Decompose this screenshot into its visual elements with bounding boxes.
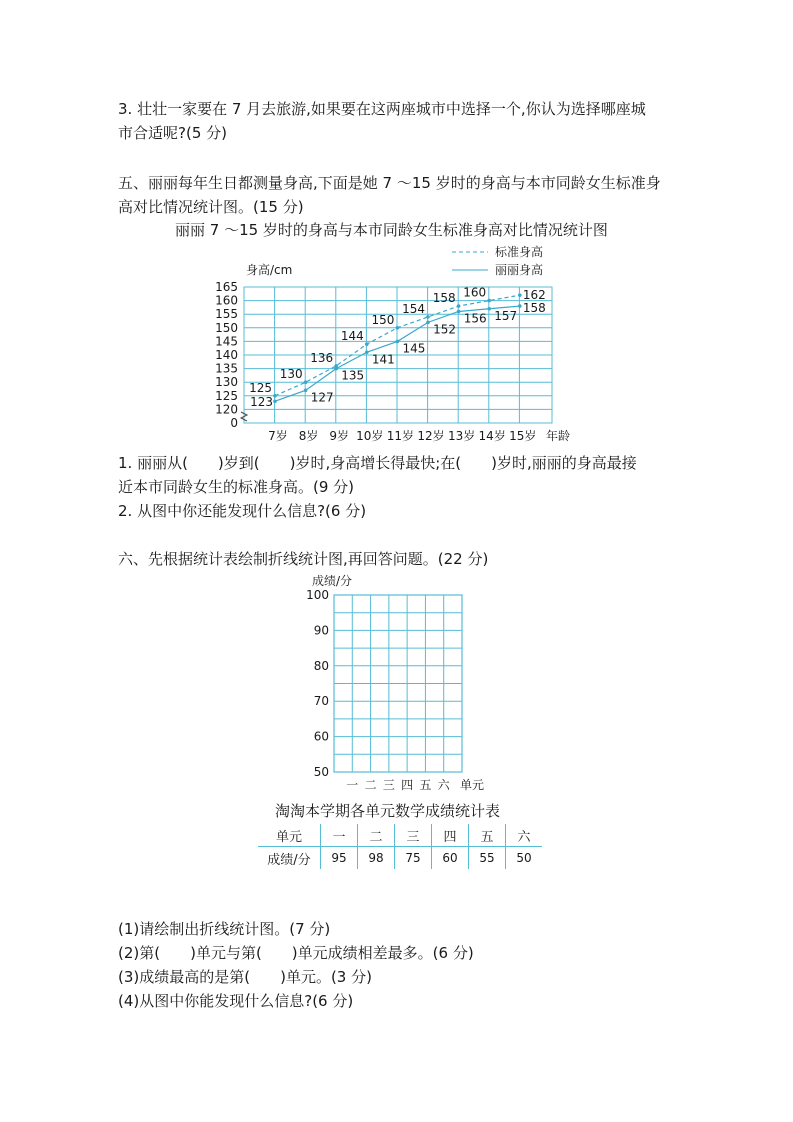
table-cell: 四	[432, 824, 469, 847]
chart1-x-tick-label: 12岁	[417, 429, 445, 443]
chart1-y-ticks	[215, 280, 238, 430]
chart1-y-tick-label: 145	[215, 334, 238, 349]
chart1-data-label: 144	[340, 329, 364, 344]
chart2-y-tick-label: 80	[313, 658, 329, 673]
chart1-data-label: 156	[463, 311, 487, 326]
table-row	[258, 824, 542, 847]
lili-height-point	[304, 389, 308, 393]
chart1-ylabel: 身高/cm	[246, 263, 293, 277]
chart1-x-tick-label: 8岁	[298, 429, 319, 443]
table-cell: 五	[469, 824, 506, 847]
chart1-data-label: 130	[279, 367, 303, 382]
chart1-axis-break-icon	[241, 412, 247, 421]
chart1-x-tick-label: 11岁	[386, 429, 415, 443]
chart2-grid	[334, 595, 462, 772]
table-cell: 一	[321, 824, 358, 847]
chart2-x-tick-label: 四	[401, 778, 414, 792]
chart1-data-label: 127	[310, 390, 334, 405]
lili-height-point	[457, 310, 461, 314]
chart1-data-label: 157	[494, 308, 518, 323]
s6-q3: (3)成绩最高的是第( )单元。(3 分)	[118, 968, 372, 986]
chart1-data-label: 135	[341, 368, 365, 383]
chart2-frame	[334, 595, 462, 772]
chart1-x-tick-label: 15岁	[509, 429, 537, 443]
q3-line2: 市合适呢?(5 分)	[118, 124, 227, 142]
standard-height-point	[518, 293, 522, 297]
table-cell: 三	[395, 824, 432, 847]
table-cell: 55	[469, 847, 506, 870]
standard-height-line	[275, 295, 520, 396]
chart2-y-tick-label: 60	[313, 729, 329, 744]
standard-height-point	[396, 326, 400, 330]
standard-height-point	[365, 342, 369, 346]
chart1-data-label: 123	[250, 395, 273, 410]
chart1-y-tick-label: 125	[215, 388, 238, 403]
q3-line1: 3. 壮壮一家要在 7 月去旅游,如果要在这两座城市中选择一个,你认为选择哪座城	[118, 100, 646, 118]
chart1-y-tick-label: 135	[215, 361, 238, 376]
chart1-data-label: 145	[402, 341, 426, 356]
chart2-ylabel: 成绩/分	[312, 574, 353, 588]
chart1-x-tick-label: 13岁	[447, 429, 476, 443]
chart1-data-label: 136	[310, 350, 334, 365]
table-title: 淘淘本学期各单元数学成绩统计表	[275, 802, 501, 820]
table-header-score: 成绩/分	[267, 852, 311, 868]
chart1-y-tick-label: 165	[215, 280, 238, 294]
standard-height-point	[426, 315, 430, 319]
table-header-unit: 单元	[258, 824, 321, 847]
s6-q2: (2)第( )单元与第( )单元成绩相差最多。(6 分)	[118, 944, 474, 962]
chart2-y-tick-label: 50	[313, 765, 329, 779]
chart2-x-tick-label: 二	[364, 778, 377, 792]
chart1-x-tick-label: 10岁	[356, 429, 384, 443]
chart1-y-tick-label: 0	[230, 416, 238, 430]
table-cell: 95	[321, 847, 358, 870]
chart2-y-ticks	[306, 588, 329, 779]
chart1-data-label: 141	[371, 352, 395, 367]
s6-q4: (4)从图中你能发现什么信息?(6 分)	[118, 992, 354, 1010]
chart1-xlabel: 年龄	[546, 429, 571, 443]
s5-q2: 2. 从图中你还能发现什么信息?(6 分)	[118, 502, 367, 520]
chart1-y-tick-label: 140	[215, 348, 238, 362]
s6-q1: (1)请绘制出折线统计图。(7 分)	[118, 920, 331, 938]
chart1-data-label: 150	[371, 312, 395, 327]
chart1-frame	[244, 287, 552, 423]
s6-title: 六、先根据统计表绘制折线统计图,再回答问题。(22 分)	[118, 550, 489, 568]
chart1-data-label: 125	[249, 380, 272, 395]
chart2-y-tick-label: 100	[306, 588, 329, 602]
chart1-series	[273, 293, 521, 403]
chart2-xlabel: 单元	[460, 778, 485, 792]
chart1-y-tick-label: 155	[215, 307, 238, 322]
s5-q1-line2: 近本市同龄女生的标准身高。(9 分)	[118, 478, 355, 496]
s5-line2: 高对比情况统计图。(15 分)	[118, 198, 304, 216]
chart1-data-label: 152	[433, 322, 456, 337]
standard-height-point	[273, 394, 277, 398]
chart1-grid	[241, 287, 552, 423]
chart2-x-tick-label: 三	[382, 778, 395, 792]
chart1-x-tick-label: 7岁	[268, 429, 288, 443]
table-cell: 98	[358, 847, 395, 870]
table-cell: 60	[432, 847, 469, 870]
chart1-data-label: 162	[522, 288, 546, 303]
standard-height-point	[334, 364, 338, 368]
standard-height-point	[457, 304, 461, 308]
chart1-y-tick-label: 120	[215, 402, 238, 417]
chart1-data-label: 154	[402, 301, 425, 316]
lili-height-point	[518, 304, 522, 308]
chart1-y-tick-label: 130	[215, 375, 238, 390]
chart2-x-tick-label: 一	[346, 778, 359, 792]
lili-height-point	[334, 367, 338, 371]
lili-height-point	[426, 321, 430, 325]
chart1-y-tick-label: 160	[215, 293, 238, 308]
legend-standard-label: 标准身高	[495, 245, 544, 259]
lili-height-point	[487, 307, 491, 311]
table-row	[258, 847, 542, 870]
table-cell: 二	[358, 824, 395, 847]
chart1-y-tick-label: 150	[215, 320, 238, 335]
lili-height-point	[365, 350, 369, 354]
chart1-x-tick-label: 9岁	[329, 429, 350, 443]
chart1-data-labels	[249, 286, 546, 410]
standard-height-point	[487, 299, 491, 303]
lili-height-line	[275, 306, 520, 401]
chart1-data-label: 158	[522, 301, 546, 316]
lili-height-point	[273, 399, 277, 403]
chart2-x-tick-label: 六	[437, 778, 450, 792]
chart1-title: 丽丽 7 ～15 岁时的身高与本市同龄女生标准身高对比情况统计图	[175, 221, 608, 239]
s5-q1-line1: 1. 丽丽从( )岁到( )岁时,身高增长得最快;在( )岁时,丽丽的身高最接	[118, 454, 637, 472]
lili-height-point	[396, 340, 400, 344]
chart2-y-tick-label: 70	[313, 694, 329, 709]
chart2-y-tick-label: 90	[313, 623, 329, 638]
chart1-x-tick-label: 14岁	[478, 429, 506, 443]
chart1-legend	[452, 244, 543, 277]
chart1-data-label: 160	[463, 285, 487, 300]
s5-line1: 五、丽丽每年生日都测量身高,下面是她 7 ～15 岁时的身高与本市同龄女生标准身	[118, 174, 661, 192]
table-cell: 六	[506, 824, 543, 847]
chart2-x-ticks	[346, 778, 450, 792]
standard-height-point	[304, 380, 308, 384]
chart1-x-ticks	[268, 428, 536, 443]
table-cell: 75	[395, 847, 432, 870]
table-cell: 50	[506, 847, 543, 870]
score-table	[258, 824, 542, 869]
chart2-x-tick-label: 五	[419, 778, 432, 792]
chart1-data-label: 158	[432, 291, 456, 306]
legend-lili-label: 丽丽身高	[495, 263, 544, 277]
